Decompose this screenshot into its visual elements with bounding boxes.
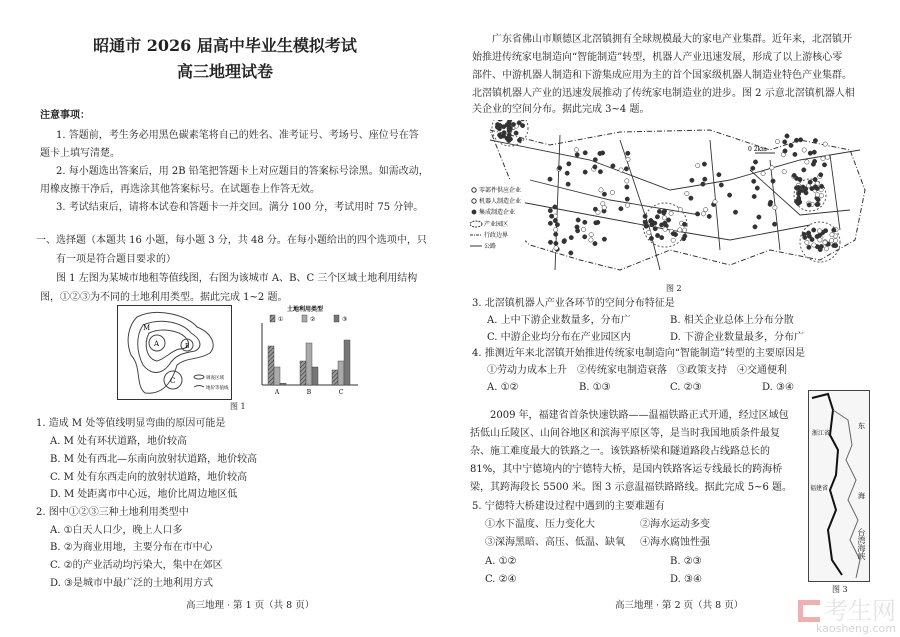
- x-tick-label: B: [306, 389, 312, 396]
- enterprise-dot: [772, 222, 776, 226]
- supplier-dot: [696, 163, 700, 167]
- question-5-option-a[interactable]: A. ①②: [485, 556, 517, 567]
- enterprise-dot: [812, 228, 816, 232]
- supplier-dot: [805, 160, 809, 164]
- enterprise-dot: [807, 203, 811, 207]
- label-east: 东: [858, 422, 865, 430]
- supplier-dot: [669, 211, 673, 215]
- enterprise-dot: [554, 241, 558, 245]
- label-strait: 台湾海峡: [857, 528, 866, 560]
- bar-A-1: [268, 346, 274, 385]
- exam-title: 昭通市 2026 届高中毕业生模拟考试: [93, 36, 357, 55]
- enterprise-dot: [813, 138, 817, 142]
- enterprise-dot: [502, 131, 506, 135]
- supplier-dot: [625, 203, 629, 207]
- figure2-caption: 图 2: [666, 284, 682, 293]
- supplier-dot: [662, 216, 666, 220]
- enterprise-dot: [666, 218, 670, 222]
- supplier-dot: [825, 155, 829, 159]
- bar-B-2: [306, 343, 312, 385]
- question-5-option-d[interactable]: D. ③④: [670, 574, 702, 585]
- enterprise-dot: [575, 229, 579, 233]
- question-3-option-a[interactable]: A. 上中下游企业数量多，分布广: [487, 315, 631, 326]
- enterprise-dot: [520, 120, 524, 121]
- supplier-dot: [553, 228, 557, 232]
- enterprise-dot: [657, 209, 661, 213]
- enterprise-dot: [752, 194, 756, 198]
- enterprise-dot: [594, 221, 598, 225]
- supplier-dot: [761, 171, 765, 175]
- enterprise-dot: [751, 166, 755, 170]
- label-zhejiang: 浙江省: [812, 430, 831, 437]
- legend-swatch: [334, 315, 339, 322]
- supplier-dot: [589, 232, 593, 236]
- enterprise-dot: [598, 170, 602, 174]
- enterprise-dot: [554, 232, 558, 236]
- enterprise-dot: [663, 221, 667, 225]
- question-4-items: ①劳动力成本上升 ②传统家电制造衰落 ③政策支持 ④交通便利: [487, 365, 787, 376]
- question-2-option-a[interactable]: A. ①白天人口少，晚上人口多: [50, 525, 183, 536]
- enterprise-dot: [823, 229, 827, 233]
- question-5-item-3: ③深海黑暗、高压、低温、缺氧: [485, 537, 625, 548]
- enterprise-dot: [695, 212, 699, 216]
- enterprise-dot: [682, 222, 686, 226]
- enterprise-dot: [785, 134, 789, 138]
- supplier-dot: [678, 207, 682, 211]
- question-4-stem: 4. 推测近年来北滘镇开始推进传统家电制造向“智能制造”转型的主要原因是: [472, 348, 805, 359]
- enterprise-dot: [753, 225, 757, 229]
- enterprise-dot: [819, 184, 823, 188]
- question-2-option-b[interactable]: B. ②为商业用地，主要分布在市中心: [50, 542, 213, 553]
- enterprise-dot: [548, 177, 552, 181]
- supplier-dot: [671, 238, 675, 242]
- enterprise-dot: [822, 163, 826, 167]
- enterprise-dot: [507, 133, 511, 137]
- question-2-stem: 2. 图中①②③三种土地利用类型中: [36, 507, 189, 518]
- supplier-dot: [610, 190, 614, 194]
- enterprise-dot: [816, 198, 820, 202]
- enterprise-dot: [555, 223, 559, 227]
- enterprise-dot: [583, 220, 587, 224]
- map-legend-survey: 调查区域: [206, 376, 224, 381]
- supplier-dot: [713, 200, 717, 204]
- page1-footer: 高三地理 · 第 1 页（共 8 页）: [186, 600, 315, 611]
- enterprise-dot: [752, 179, 756, 183]
- supplier-dot: [602, 205, 606, 209]
- figure1-caption: 图 1: [230, 402, 246, 411]
- enterprise-dot: [517, 138, 521, 142]
- enterprise-dot: [611, 164, 615, 168]
- enterprise-dot: [757, 215, 761, 219]
- supplier-dot: [821, 156, 825, 160]
- enterprise-dot: [508, 137, 512, 141]
- enterprise-dot: [602, 192, 606, 196]
- integration-icon: [472, 210, 477, 215]
- watermark-icon: [798, 600, 820, 622]
- enterprise-dot: [702, 162, 706, 166]
- enterprise-dot: [819, 173, 823, 177]
- robot-maker-icon: [472, 199, 476, 203]
- question-1-option-c[interactable]: C. M 处有东西走向的放射状道路，地价较高: [50, 472, 248, 483]
- enterprise-dot: [662, 209, 666, 213]
- enterprise-dot: [812, 159, 816, 163]
- enterprise-dot: [832, 243, 836, 247]
- question-5-item-1: ①水下温度、压力变化大: [485, 519, 595, 530]
- enterprise-dot: [813, 185, 817, 189]
- enterprise-dot: [719, 183, 723, 187]
- supplier-dot: [625, 179, 629, 183]
- map-label-a: A: [154, 340, 160, 348]
- enterprise-dot: [643, 220, 647, 224]
- enterprise-dot: [768, 202, 772, 206]
- enterprise-dot: [755, 186, 759, 190]
- legend-swatch: [270, 315, 275, 322]
- parts-supplier-icon: [472, 188, 476, 192]
- bar-C-2: [338, 361, 344, 385]
- scale-bar: 0 2km: [748, 146, 767, 153]
- enterprise-dot: [583, 235, 587, 239]
- enterprise-dot: [553, 219, 557, 223]
- supplier-dot: [599, 188, 603, 192]
- enterprise-dot: [548, 240, 552, 244]
- enterprise-dot: [511, 122, 515, 126]
- enterprise-dot: [575, 153, 579, 157]
- bar-A-2: [274, 367, 280, 385]
- x-tick-label: A: [274, 389, 280, 396]
- legend-label: ③: [342, 316, 348, 323]
- enterprise-dot: [703, 177, 707, 181]
- enterprise-dot: [553, 205, 557, 209]
- passage-line: 81%，其中宁德境内的宁德特大桥，是国内铁路客运专线最长的跨海桥: [470, 464, 783, 475]
- supplier-dot: [782, 170, 786, 174]
- enterprise-dot: [499, 134, 503, 138]
- enterprise-dot: [498, 123, 502, 127]
- enterprise-dot: [508, 126, 512, 130]
- enterprise-dot: [650, 222, 654, 226]
- bar-A-3: [280, 383, 286, 385]
- supplier-dot: [589, 238, 593, 242]
- question-3-stem: 3. 北滘镇机器人产业各环节的空间分布特征是: [472, 298, 675, 309]
- notice-line: 用橡皮擦干净后，再选涂其他答案标号。在试题卷上作答无效。: [40, 184, 320, 195]
- enterprise-dot: [598, 151, 602, 155]
- question-4-option-d[interactable]: D. ③④: [762, 382, 794, 393]
- enterprise-dot: [548, 208, 552, 212]
- supplier-dot: [596, 210, 600, 214]
- x-tick-label: C: [338, 389, 344, 396]
- enterprise-dot: [625, 185, 629, 189]
- enterprise-dot: [576, 218, 580, 222]
- beijiao-enterprise-map: [470, 120, 870, 280]
- enterprise-dot: [733, 210, 737, 214]
- supplier-dot: [829, 238, 833, 242]
- question-5-option-b[interactable]: B. ②③: [670, 556, 702, 567]
- enterprise-dot: [520, 123, 524, 127]
- legend-integration: 集成制造企业: [479, 209, 516, 216]
- legend-boundary: 行政边界: [484, 232, 509, 239]
- enterprise-dot: [569, 235, 573, 239]
- watermark-url: kaosheng.com: [815, 621, 896, 635]
- enterprise-dot: [626, 151, 630, 155]
- enterprise-dot: [771, 179, 775, 183]
- legend-swatch: [302, 315, 307, 322]
- notice-line: 1. 答题前，考生务必用黑色碳素笔将自己的姓名、准考证号、考场号、座位号在答: [56, 130, 419, 141]
- enterprise-dot: [649, 236, 653, 240]
- passage-line: 杂、施工难度最大的铁路之一。该铁路桥梁和隧道路段占线路总长的: [470, 446, 770, 457]
- map-label-m: M: [143, 324, 151, 332]
- map-legend-contour: 地价等值线: [206, 386, 229, 391]
- question-2-option-d[interactable]: D. ③是城市中最广泛的土地利用方式: [50, 578, 213, 589]
- supplier-dot: [574, 148, 578, 152]
- enterprise-dot: [789, 143, 793, 147]
- supplier-dot: [773, 206, 777, 210]
- question-1-option-d[interactable]: D. M 处距离市中心远，地价比周边地区低: [50, 489, 238, 500]
- question-3-option-b[interactable]: B. 相关企业总体上分布分散: [670, 315, 794, 326]
- enterprise-dot: [593, 158, 597, 162]
- notice-line: 题卡上填写清楚。: [40, 148, 120, 159]
- section-heading: 一、选择题（本题共 16 小题，每小题 3 分，共 48 分。在每小题给出的四个选项中，只: [36, 235, 427, 246]
- enterprise-dot: [624, 167, 628, 171]
- question-4-option-b[interactable]: B. ①③: [579, 382, 611, 393]
- intro-line: 北滘镇机器人产业的迅速发展推动了传统家电制造业的进步。图 2 示意北滘镇机器人相: [472, 88, 855, 99]
- enterprise-dot: [793, 152, 797, 156]
- supplier-dot: [805, 240, 809, 244]
- label-fujian: 福建省: [810, 485, 829, 492]
- watermark-logo: [798, 596, 896, 635]
- enterprise-dot: [801, 185, 805, 189]
- intro-line: 关企业的空间分布。据此完成 3~4 题。: [472, 104, 650, 115]
- enterprise-dot: [753, 160, 757, 164]
- enterprise-dot: [812, 150, 816, 154]
- bar-C-1: [332, 370, 338, 385]
- enterprise-dot: [798, 138, 802, 142]
- enterprise-dot: [690, 178, 694, 182]
- enterprise-dot: [655, 215, 659, 219]
- enterprise-dot: [792, 173, 796, 177]
- bar-C-3: [344, 340, 350, 385]
- legend-parts: 零部件供应企业: [479, 187, 522, 194]
- supplier-dot: [701, 212, 705, 216]
- question-3-option-d[interactable]: D. 下游企业数量最多，分布广: [670, 332, 805, 343]
- enterprise-dot: [565, 171, 569, 175]
- enterprise-dot: [797, 198, 801, 202]
- land-use-bar-chart: [250, 303, 360, 398]
- legend-road: 公路: [484, 243, 497, 250]
- question-2-option-c[interactable]: C. ②的产业活动均污染大，集中在郊区: [50, 560, 223, 571]
- page2-footer: 高三地理 · 第 2 页（共 8 页）: [615, 600, 744, 611]
- enterprise-dot: [802, 232, 806, 236]
- legend-label: ②: [310, 316, 316, 323]
- question-1-option-b[interactable]: B. M 处有西北—东南向放射状道路，地价较高: [50, 454, 258, 465]
- notice-heading: 注意事项：: [40, 110, 90, 121]
- enterprise-dot: [583, 151, 587, 155]
- supplier-dot: [619, 168, 623, 172]
- exam-subtitle: 高三地理试卷: [176, 62, 273, 81]
- legend-label: ①: [278, 316, 284, 323]
- question-3-option-c[interactable]: C. 中游企业均分布在产业园区内: [487, 332, 631, 343]
- watermark-text: 考生网: [824, 596, 896, 625]
- enterprise-dot: [653, 227, 657, 231]
- bar-B-3: [312, 367, 318, 385]
- intro-line: 图 1 左图为某城市地租等值线图，右图为该城市 A、B、C 三个区域土地利用结构: [56, 273, 418, 284]
- enterprise-dot: [514, 131, 518, 135]
- supplier-dot: [770, 166, 774, 170]
- supplier-dot: [581, 227, 585, 231]
- supplier-dot: [818, 238, 822, 242]
- question-1-option-a[interactable]: A. M 处有环状道路，地价较高: [50, 436, 187, 447]
- passage-line: 括低山丘陵区、山间谷地区和滨海平原区等，是当时我国地质条件最复: [470, 428, 780, 439]
- enterprise-dot: [619, 207, 623, 211]
- enterprise-dot: [808, 180, 812, 184]
- enterprise-dot: [813, 177, 817, 181]
- passage-line: 梁，其跨海段长 5500 米。图 3 示意温福铁路路线。据此完成 5~6 题。: [470, 482, 792, 493]
- enterprise-dot: [717, 173, 721, 177]
- label-sea: 海: [858, 492, 865, 500]
- supplier-dot: [626, 157, 630, 161]
- enterprise-dot: [660, 235, 664, 239]
- supplier-dot: [830, 233, 834, 237]
- map-label-c: C: [170, 377, 176, 385]
- enterprise-dot: [655, 233, 659, 237]
- enterprise-dot: [643, 214, 647, 218]
- map-label-b: B: [185, 343, 190, 350]
- question-5-option-c[interactable]: C. ②④: [485, 574, 517, 585]
- enterprise-dot: [794, 138, 798, 142]
- supplier-dot: [812, 243, 816, 247]
- enterprise-dot: [562, 239, 566, 243]
- question-1-stem: 1. 造成 M 处等值线明显弯曲的原因可能是: [36, 418, 226, 429]
- enterprise-dot: [593, 241, 597, 245]
- legend-park: 产业园区: [484, 221, 509, 228]
- intro-line: 始推进传统家电制造向“智能制造”转型，机器人产业迅速发展，形成了以上游核心零: [472, 52, 843, 63]
- enterprise-dot: [727, 193, 731, 197]
- question-5-item-2: ②海水运动多变: [640, 519, 710, 530]
- enterprise-dot: [649, 218, 653, 222]
- question-4-option-a[interactable]: A. ①②: [487, 382, 519, 393]
- supplier-dot: [554, 246, 558, 250]
- supplier-dot: [663, 227, 667, 231]
- enterprise-dot: [548, 221, 552, 225]
- question-5-item-4: ④海水腐蚀性强: [640, 537, 710, 548]
- chart-title: 土地利用类型: [286, 306, 324, 313]
- intro-line: 部件、中游机器人制造和下游集成应用为主的首个国家级机器人制造业特色产业集群。: [472, 70, 852, 81]
- passage-line: 2009 年，福建省首条快速铁路——温福铁路正式开通，经过区域包: [490, 410, 789, 421]
- supplier-dot: [682, 228, 686, 232]
- enterprise-dot: [815, 202, 819, 206]
- enterprise-dot: [557, 166, 561, 170]
- notice-line: 2. 每小题选出答案后，用 2B 铅笔把答题卡上对应题目的答案标号涂黑。如需改动，: [56, 166, 429, 177]
- enterprise-dot: [819, 244, 823, 248]
- enterprise-dot: [808, 151, 812, 155]
- enterprise-dot: [567, 162, 571, 166]
- intro-line: 图，①②③为不同的土地利用类型。据此完成 1~2 题。: [40, 292, 288, 303]
- enterprise-dot: [797, 189, 801, 193]
- figure3-caption: 图 3: [832, 585, 848, 594]
- supplier-dot: [819, 194, 823, 198]
- supplier-dot: [704, 207, 708, 211]
- supplier-dot: [817, 229, 821, 233]
- enterprise-dot: [602, 237, 606, 241]
- rent-contour-map: [117, 305, 232, 400]
- intro-line: 广东省佛山市顺德区北滘镇拥有全球规模最大的家电产业集群。近年来，北滘镇开: [492, 34, 852, 45]
- enterprise-dot: [683, 234, 687, 238]
- supplier-dot: [823, 142, 827, 146]
- bar-B-1: [300, 361, 306, 385]
- enterprise-dot: [783, 140, 787, 144]
- supplier-dot: [802, 148, 806, 152]
- question-5-stem: 5. 宁德特大桥建设过程中遇到的主要难题有: [472, 501, 665, 512]
- enterprise-dot: [593, 165, 597, 169]
- supplier-dot: [685, 191, 689, 195]
- supplier-dot: [775, 139, 779, 143]
- enterprise-dot: [701, 182, 705, 186]
- enterprise-dot: [804, 191, 808, 195]
- legend-robot: 机器人制造企业: [479, 198, 522, 205]
- enterprise-dot: [689, 196, 693, 200]
- enterprise-dot: [583, 170, 587, 174]
- supplier-dot: [678, 228, 682, 232]
- supplier-dot: [647, 230, 651, 234]
- enterprise-dot: [625, 197, 629, 201]
- enterprise-dot: [807, 234, 811, 238]
- enterprise-dot: [783, 149, 787, 153]
- enterprise-dot: [549, 214, 553, 218]
- enterprise-dot: [566, 182, 570, 186]
- section-heading-cont: 有一项是符合题目要求的）: [56, 254, 176, 265]
- supplier-dot: [824, 247, 828, 251]
- enterprise-dot: [802, 168, 806, 172]
- question-4-option-c[interactable]: C. ②③: [670, 382, 702, 393]
- enterprise-dot: [569, 251, 573, 255]
- enterprise-dot: [671, 232, 675, 236]
- supplier-dot: [823, 240, 827, 244]
- notice-line: 3. 考试结束后，请将本试卷和答题卡一并交回。满分 100 分，考试用时 75 分钟。: [56, 202, 424, 213]
- enterprise-dot: [832, 228, 836, 232]
- enterprise-dot: [707, 214, 711, 218]
- supplier-dot: [815, 193, 819, 197]
- enterprise-dot: [807, 245, 811, 249]
